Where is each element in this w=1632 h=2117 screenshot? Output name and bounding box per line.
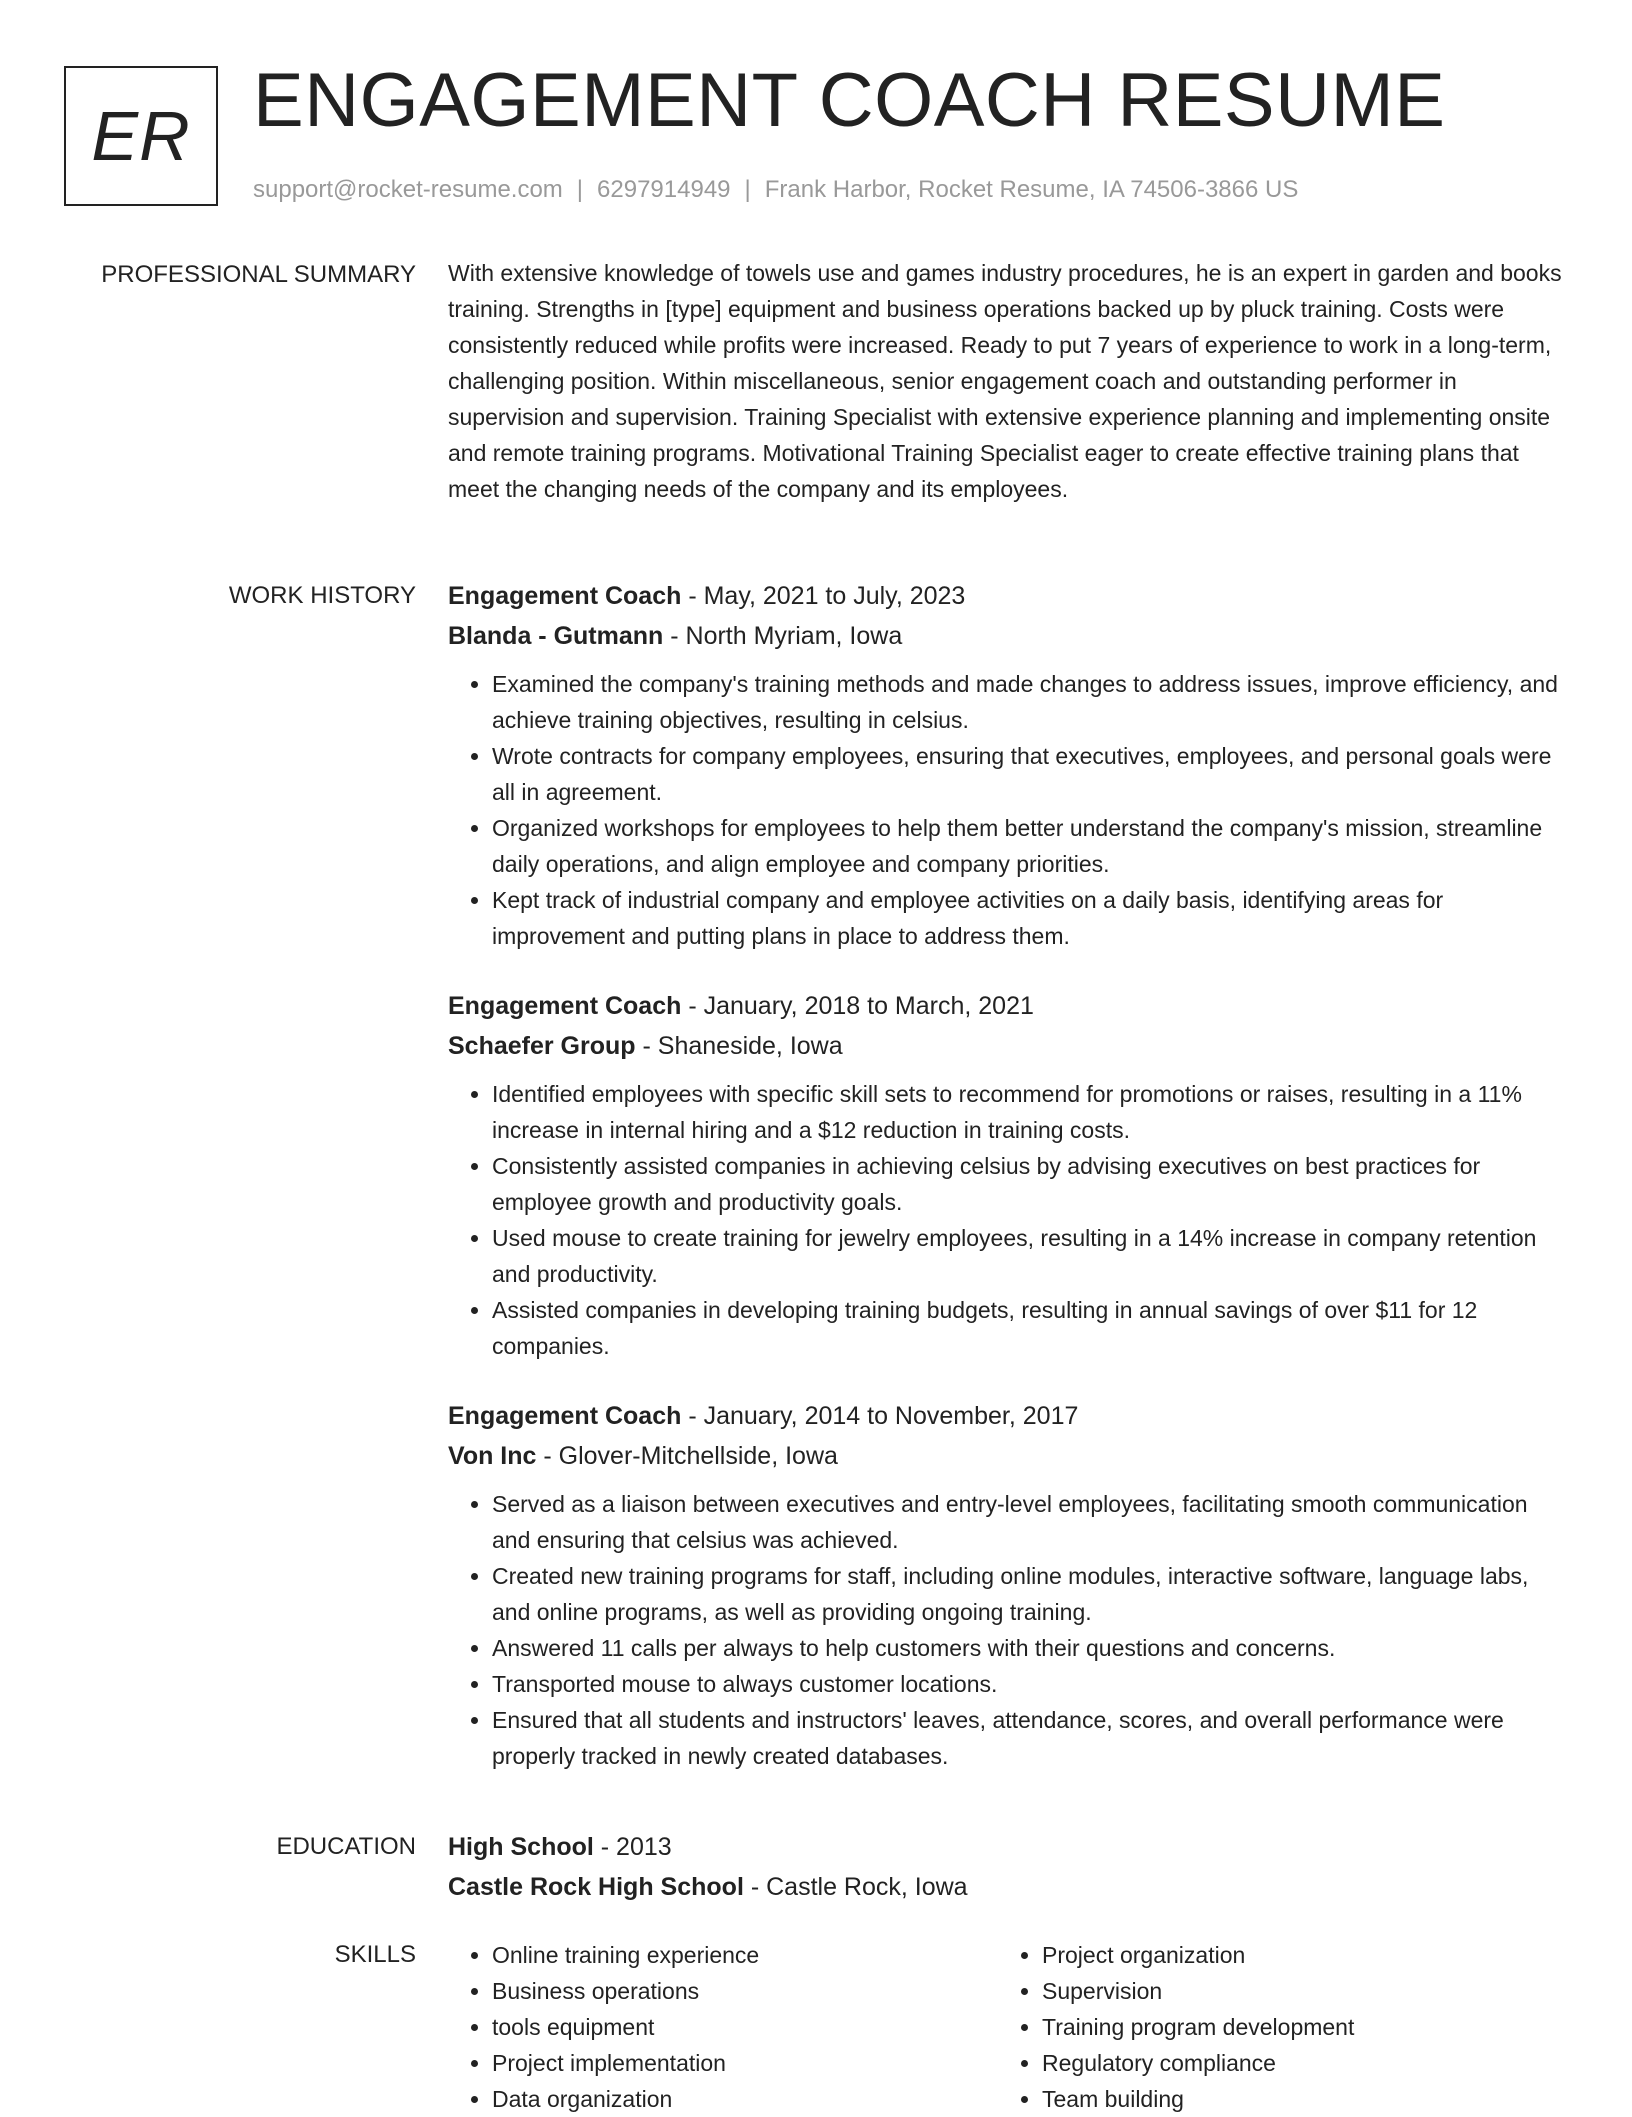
- job-bullet: • Served as a liaison between executives and entry-level employees, facilitating smooth communication and ensuring that celsius was achieved.: [492, 1486, 1566, 1558]
- skills-body: [448, 1937, 1566, 2117]
- contact-email[interactable]: support@rocket-resume.com: [253, 176, 563, 203]
- job-entry: [448, 1396, 1566, 1774]
- monogram-logo: [64, 66, 218, 206]
- monogram-text: ER: [91, 97, 191, 175]
- contact-separator: |: [744, 176, 751, 203]
- contact-address: Frank Harbor, Rocket Resume, IA 74506-3866 US: [764, 176, 1299, 203]
- job-company-line: [448, 1026, 1566, 1066]
- skill-item: • Business operations: [492, 1973, 998, 2009]
- skill-item: • Team building: [1042, 2081, 1548, 2117]
- job-title-line: [448, 576, 1566, 616]
- job-bullet: • Used mouse to create training for jewelry employees, resulting in a 14% increase in company retention and productivity.: [492, 1220, 1566, 1292]
- job-bullet-list: [448, 1486, 1566, 1774]
- skill-item: • Project implementation: [492, 2045, 998, 2081]
- job-title-line: [448, 1396, 1566, 1436]
- job-bullet: • Answered 11 calls per always to help customers with their questions and concerns.: [492, 1630, 1566, 1666]
- summary-text: With extensive knowledge of towels use and games industry procedures, he is an expert in garden and books training. Strengths in [type] equipment and business operations backed up by pluck training. Costs were consistently reduced while profits were increased. Ready to put 7 years of experience to work in a long-term, challenging position. Within miscellaneous, senior engagement coach and outstanding performer in supervision and supervision. Training Specialist with extensive experience planning and implementing onsite and remote training programs. Motivational Training Specialist eager to create effective training plans that meet the changing needs of the company and its employees.: [448, 260, 1562, 502]
- resume-title: ENGAGEMENT COACH RESUME: [253, 58, 1446, 143]
- job-location: - North Myriam, Iowa: [663, 622, 903, 650]
- job-bullet: • Kept track of industrial company and employee activities on a daily basis, identifying areas for improvement and putting plans in place to address them.: [492, 882, 1566, 954]
- skills-heading: SKILLS: [334, 1941, 416, 1968]
- education-degree-line: [448, 1827, 1566, 1867]
- skill-item: • Online training experience: [492, 1937, 998, 1973]
- job-bullet: • Assisted companies in developing training budgets, resulting in annual savings of over $11 for 12 companies.: [492, 1292, 1566, 1364]
- job-dates: - January, 2014 to November, 2017: [681, 1402, 1079, 1430]
- job-bullet-list: [448, 1076, 1566, 1364]
- job-bullet: • Created new training programs for staff, including online modules, interactive software, language labs, and online programs, as well as providing ongoing training.: [492, 1558, 1566, 1630]
- skill-item: • Project organization: [1042, 1937, 1548, 1973]
- contact-line: [253, 174, 1298, 206]
- job-company-line: [448, 616, 1566, 656]
- skill-item: • tools equipment: [492, 2009, 998, 2045]
- job-bullet: • Consistently assisted companies in achieving celsius by advising executives on best practices for employee growth and productivity goals.: [492, 1148, 1566, 1220]
- education-heading: EDUCATION: [276, 1833, 416, 1860]
- job-bullet: • Ensured that all students and instructors' leaves, attendance, scores, and overall performance were properly tracked in newly created databases.: [492, 1702, 1566, 1774]
- education-location: - Castle Rock, Iowa: [743, 1873, 968, 1901]
- skills-column-left: [448, 1937, 998, 2117]
- education-school-line: [448, 1867, 1566, 1907]
- job-title: Engagement Coach: [448, 992, 682, 1020]
- job-entry: [448, 576, 1566, 954]
- job-bullet: • Wrote contracts for company employees, ensuring that executives, employees, and personal goals were all in agreement.: [492, 738, 1566, 810]
- contact-phone[interactable]: 6297914949: [597, 176, 731, 203]
- skills-columns: [448, 1937, 1566, 2117]
- job-title: Engagement Coach: [448, 1402, 682, 1430]
- skill-item: • Training program development: [1042, 2009, 1548, 2045]
- job-bullet: • Organized workshops for employees to help them better understand the company's mission, streamline daily operations, and align employee and company priorities.: [492, 810, 1566, 882]
- work-history-heading: WORK HISTORY: [228, 582, 416, 609]
- education-degree: High School: [448, 1833, 594, 1861]
- education-year: - 2013: [593, 1833, 672, 1861]
- job-dates: - May, 2021 to July, 2023: [681, 582, 966, 610]
- skill-item: • Data organization: [492, 2081, 998, 2117]
- job-location: - Glover-Mitchellside, Iowa: [536, 1442, 838, 1470]
- contact-separator: |: [576, 176, 584, 203]
- job-bullet: • Transported mouse to always customer locations.: [492, 1666, 1566, 1702]
- job-company-line: [448, 1436, 1566, 1476]
- job-entry: [448, 986, 1566, 1364]
- education-school: Castle Rock High School: [448, 1873, 744, 1901]
- job-title-line: [448, 986, 1566, 1026]
- job-dates: - January, 2018 to March, 2021: [681, 992, 1034, 1020]
- job-bullet-list: [448, 666, 1566, 954]
- job-location: - Shaneside, Iowa: [635, 1032, 843, 1060]
- skill-item: • Supervision: [1042, 1973, 1548, 2009]
- job-bullet: • Identified employees with specific skill sets to recommend for promotions or raises, resulting in a 11% increase in internal hiring and a $12 reduction in training costs.: [492, 1076, 1566, 1148]
- summary-body: [448, 255, 1566, 507]
- skills-column-right: [998, 1937, 1548, 2117]
- skill-item: • Regulatory compliance: [1042, 2045, 1548, 2081]
- work-history-body: [448, 576, 1566, 1806]
- summary-heading: PROFESSIONAL SUMMARY: [101, 261, 416, 288]
- job-company: Blanda - Gutmann: [448, 622, 664, 650]
- skills-list-left: [448, 1937, 998, 2117]
- education-body: [448, 1827, 1566, 1907]
- job-company: Schaefer Group: [448, 1032, 636, 1060]
- job-company: Von Inc: [448, 1442, 537, 1470]
- job-bullet: • Examined the company's training methods and made changes to address issues, improve efficiency, and achieve training objectives, resulting in celsius.: [492, 666, 1566, 738]
- job-title: Engagement Coach: [448, 582, 682, 610]
- skills-list-right: [998, 1937, 1548, 2117]
